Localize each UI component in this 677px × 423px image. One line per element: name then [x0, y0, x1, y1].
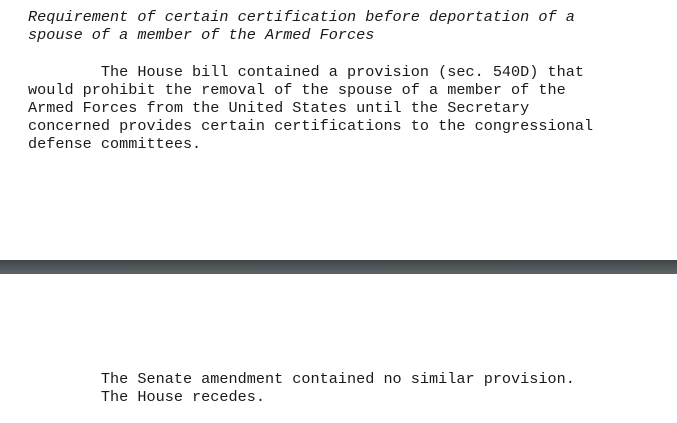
paragraph-line: The Senate amendment contained no similar provision.	[28, 370, 575, 388]
house-bill-paragraph	[28, 63, 593, 153]
paragraph-line: The House recedes.	[28, 388, 265, 406]
page-separator	[0, 260, 677, 274]
paragraph-line: concerned provides certain certifications to the congressional	[28, 117, 594, 135]
paragraph-line: The House bill contained a provision (sec. 540D) that	[28, 63, 584, 81]
heading-line-2: spouse of a member of the Armed Forces	[28, 26, 375, 44]
section-heading	[28, 8, 575, 44]
paragraph-line: Armed Forces from the United States until the Secretary	[28, 99, 530, 117]
paragraph-line: would prohibit the removal of the spouse of a member of the	[28, 81, 566, 99]
paragraph-line: defense committees.	[28, 135, 202, 153]
heading-line-1: Requirement of certain certification before deportation of a	[28, 8, 575, 26]
senate-amendment-paragraph	[28, 370, 575, 406]
document-page-bottom	[0, 274, 677, 423]
